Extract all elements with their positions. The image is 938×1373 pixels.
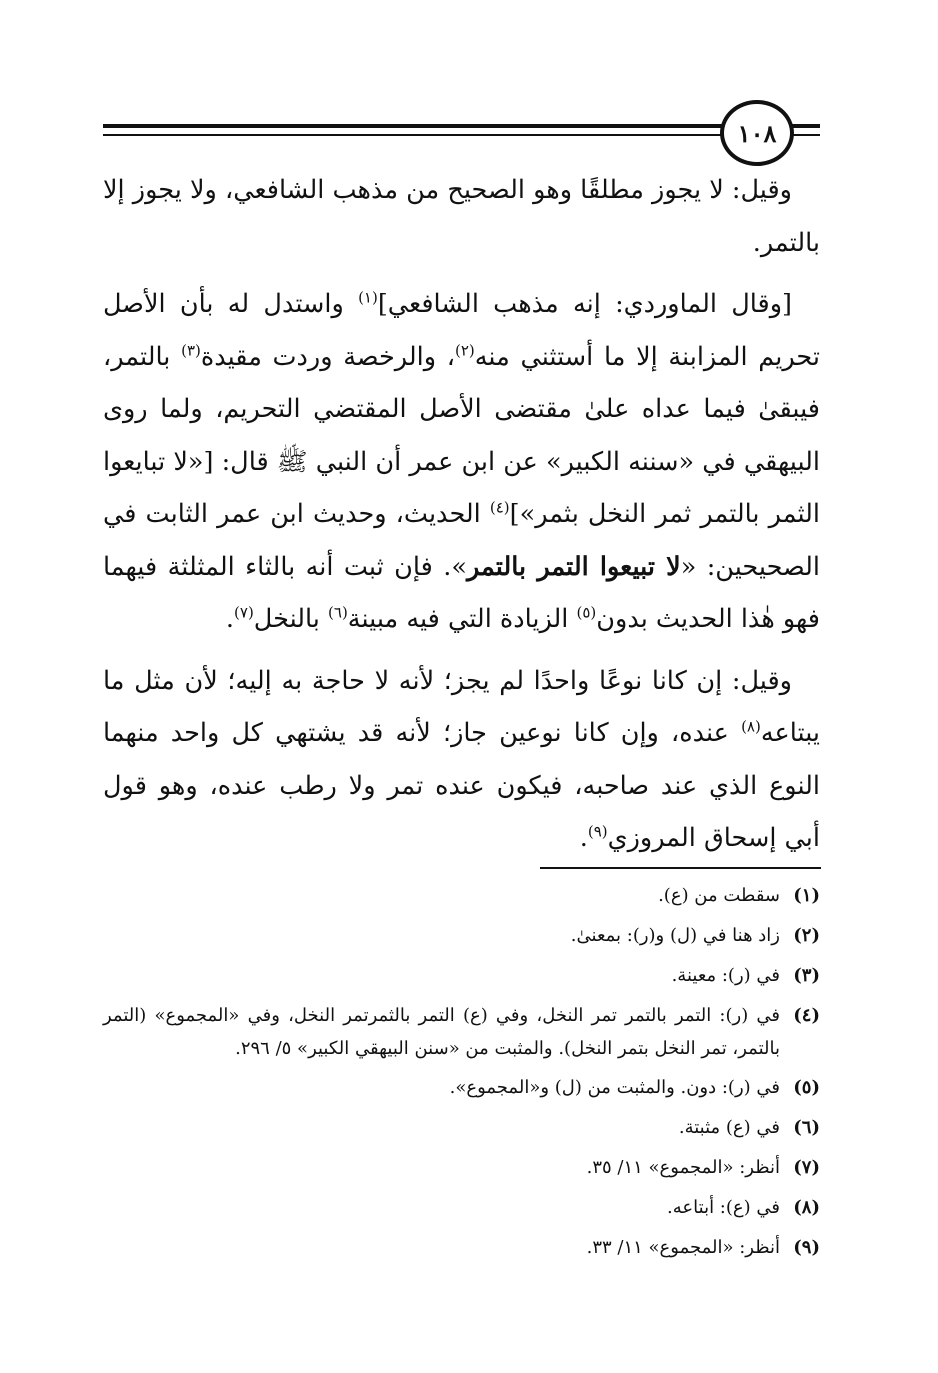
paragraph-text: [وقال الماوردي: إنه مذهب الشافعي] <box>377 289 792 319</box>
footnote-number: (٢) <box>793 925 820 946</box>
paragraph-text: الزيادة التي فيه مبينة <box>347 604 577 634</box>
footnote-item <box>103 1108 820 1148</box>
footnote-text: في (ع): أبتاعه. <box>667 1197 780 1218</box>
footnote-text: أنظر: «المجموع» ١١/ ٣٥. <box>586 1157 780 1178</box>
footnote-number: (٦) <box>793 1117 820 1138</box>
footnote-number: (٧) <box>793 1157 820 1178</box>
paragraph-text: . <box>579 823 588 853</box>
page-number: ١٠٨ <box>737 118 777 148</box>
footnote-ref-8[interactable]: (٨) <box>741 717 761 736</box>
paragraph-2 <box>103 278 820 646</box>
footnote-item <box>103 996 820 1068</box>
footnote-ref-2[interactable]: (٢) <box>454 341 475 359</box>
paragraph-text: وقيل: لا يجوز مطلقًا وهو الصحيح من مذهب الشافعي، ولا يجوز إلا بالتمر. <box>103 175 820 258</box>
footnotes <box>103 876 820 1268</box>
footnote-number: (٨) <box>793 1197 820 1218</box>
footnote-item <box>103 956 820 996</box>
footnote-text: في (ر): دون. والمثبت من (ل) و«المجموع». <box>449 1077 780 1098</box>
header-rule-thick <box>103 124 820 128</box>
footnote-ref-1[interactable]: (١) <box>358 288 378 307</box>
paragraph-text: بالنخل <box>253 604 329 634</box>
paragraph-text: ». فإن ثبت أنه بالثاء المثلثة فيهما فهو هٰذا الحديث بدون <box>103 551 820 634</box>
footnote-ref-9[interactable]: (٩) <box>587 822 608 841</box>
paragraph-text: عنده، وإن كانا نوعين جاز؛ لأنه قد يشتهي كل واحد منهما النوع الذي عند صاحبه، فيكون عنده تمر ولا رطب عنده، وهو قول أبي إسحاق المروزي <box>103 718 820 853</box>
footnote-item <box>103 1068 820 1108</box>
footnote-ref-4[interactable]: (٤) <box>489 498 510 517</box>
page-number-badge <box>720 100 794 166</box>
paragraph-text: الحديث، وحديث ابن عمر الثابت في الصحيحين: « <box>103 499 820 582</box>
footnote-number: (٣) <box>793 965 820 986</box>
footnote-separator <box>540 867 821 869</box>
main-text <box>103 164 820 874</box>
footnote-text: أنظر: «المجموع» ١١/ ٣٣. <box>586 1237 780 1258</box>
footnote-text: في (ر): معينة. <box>671 965 780 986</box>
footnote-ref-3[interactable]: (٣) <box>181 341 201 359</box>
hadith-quote: لا تبيعوا التمر بالتمر <box>466 551 681 582</box>
footnote-ref-6[interactable]: (٦) <box>328 603 348 622</box>
footnote-item <box>103 1228 820 1268</box>
footnote-ref-7[interactable]: (٧) <box>234 603 254 622</box>
footnote-number: (١) <box>793 885 820 906</box>
paragraph-text: بالتمر، فيبقىٰ فيما عداه علىٰ مقتضى الأصل المقتضي التحريم، ولما روى البيهقي في «سننه الكبير» عن ابن عمر أن النبي ﷺ قال: [«لا تبايعوا الثمر بالتمر ثمر النخل بثمر»] <box>103 341 820 529</box>
paragraph-text: ، والرخصة وردت مقيدة <box>200 341 455 372</box>
footnote-text: سقطت من (ع). <box>658 885 780 906</box>
footnote-item <box>103 1188 820 1228</box>
footnote-text: في (ع) مثبتة. <box>678 1117 780 1138</box>
footnote-item <box>103 876 820 916</box>
footnote-number: (٥) <box>793 1077 820 1098</box>
paragraph-1 <box>103 164 820 269</box>
footnote-text: في (ر): التمر بالتمر تمر النخل، وفي (ع) التمر بالثمرتمر النخل، وفي «المجموع» (التمر بالتمر، تمر النخل بتمر النخل). والمثبت من «سنن البيهقي الكبير» ٥/ ٢٩٦. <box>103 1005 780 1059</box>
footnote-item <box>103 1148 820 1188</box>
paragraph-3 <box>103 655 820 865</box>
footnote-number: (٤) <box>793 1005 820 1026</box>
footnote-text: زاد هنا في (ل) و(ر): بمعنىٰ. <box>570 925 780 946</box>
header-rule-thin <box>103 134 820 136</box>
paragraph-text: وقيل: إن كانا نوعًا واحدًا لم يجز؛ لأنه لا حاجة به إليه؛ لأن مثل ما يبتاعه <box>103 665 820 748</box>
footnote-number: (٩) <box>793 1237 820 1258</box>
footnote-ref-5[interactable]: (٥) <box>576 603 597 622</box>
paragraph-text: . <box>225 604 235 634</box>
footnote-item <box>103 916 820 956</box>
paragraph-text: واستدل له بأن الأصل تحريم المزابنة إلا ما أستثني منه <box>103 289 820 372</box>
